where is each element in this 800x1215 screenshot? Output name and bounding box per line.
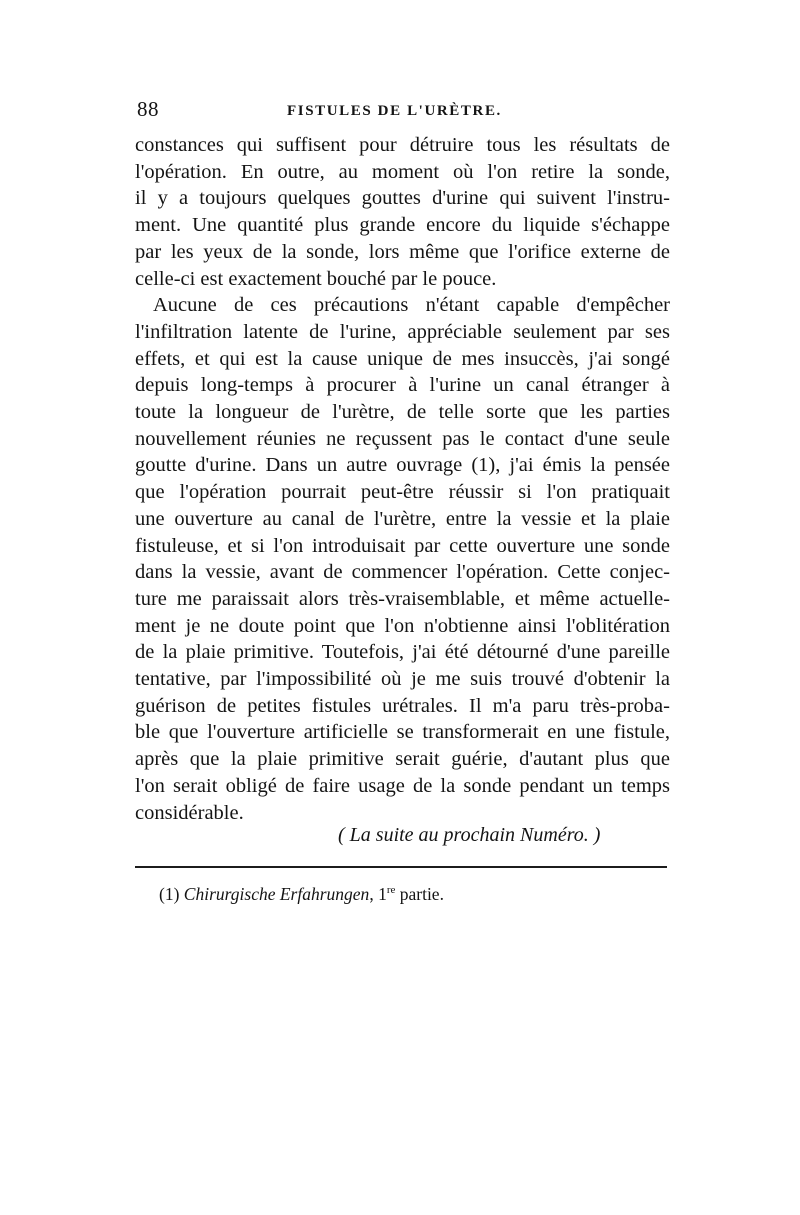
text-line: considérable. xyxy=(135,801,244,824)
text-line: l'infiltration latente de l'urine, appréciable seulement par ses xyxy=(135,320,670,343)
text-line: effets, et qui est la cause unique de mes insuccès, j'ai songé xyxy=(135,347,670,370)
text-line: que l'opération pourrait peut-être réussir si l'on pratiquait xyxy=(135,481,670,504)
paragraph-start-line: Aucune de ces précautions n'étant capable d'empêcher xyxy=(153,294,670,317)
text-line: toute la longueur de l'urètre, de telle sorte que les parties xyxy=(135,401,670,424)
footnote-ordinal-base: 1 xyxy=(378,884,387,904)
text-line: goutte d'urine. Dans un autre ouvrage (1), j'ai émis la pensée xyxy=(135,454,670,477)
text-line: celle-ci est exactement bouché par le pouce. xyxy=(135,267,497,290)
text-line: tentative, par l'impossibilité où je me suis trouvé d'obtenir la xyxy=(135,668,670,691)
text-line: depuis long-temps à procurer à l'urine un canal étranger à xyxy=(135,374,670,397)
text-line: l'on serait obligé de faire usage de la sonde pendant un temps xyxy=(135,774,670,797)
footnote-rule xyxy=(135,866,667,868)
footnote-rest: partie. xyxy=(399,884,444,904)
text-line: il y a toujours quelques gouttes d'urine qui suivent l'instru- xyxy=(135,187,670,210)
text-line: ble que l'ouverture artificielle se transformerait en une fistule, xyxy=(135,721,670,744)
page-number: 88 xyxy=(137,97,159,121)
body-text xyxy=(135,132,670,826)
footnote-marker: (1) xyxy=(159,884,180,904)
text-line: fistuleuse, et si l'on introduisait par cette ouverture une sonde xyxy=(135,534,670,557)
text-line: par les yeux de la sonde, lors même que l'orifice externe de xyxy=(135,240,670,263)
text-line: l'opération. En outre, au moment où l'on retire la sonde, xyxy=(135,160,670,183)
footnote-ordinal-sup: re xyxy=(386,884,396,897)
text-line: nouvellement réunies ne reçussent pas le contact d'une seule xyxy=(135,427,670,450)
text-line: après que la plaie primitive serait guérie, d'autant plus que xyxy=(135,748,670,771)
footnote: (1) Chirurgische Erfahrungen, 1re partie. xyxy=(159,884,444,904)
continuation-note-text: ( La suite au prochain Numéro. ) xyxy=(338,824,601,846)
text-line: ture me paraissait alors très-vraisemblable, et même actuelle- xyxy=(135,587,670,610)
text-line: une ouverture au canal de l'urètre, entre la vessie et la plaie xyxy=(135,507,670,530)
text-line: dans la vessie, avant de commencer l'opération. Cette conjec- xyxy=(135,561,670,584)
footnote-source: Chirurgische Erfahrungen xyxy=(183,884,370,904)
text-line: de la plaie primitive. Toutefois, j'ai été détourné d'une pareille xyxy=(135,641,670,664)
continuation-note xyxy=(338,824,600,847)
page-header xyxy=(137,97,667,123)
running-title: FISTULES DE L'URÈTRE. xyxy=(287,103,502,119)
footnote-ordinal xyxy=(378,884,395,904)
text-line: constances qui suffisent pour détruire tous les résultats de xyxy=(135,134,670,156)
text-line: ment. Une quantité plus grande encore du liquide s'échappe xyxy=(135,214,670,237)
text-line: guérison de petites fistules urétrales. Il m'a paru très-proba- xyxy=(135,694,670,717)
text-line: ment je ne doute point que l'on n'obtienne ainsi l'oblitération xyxy=(135,614,670,637)
